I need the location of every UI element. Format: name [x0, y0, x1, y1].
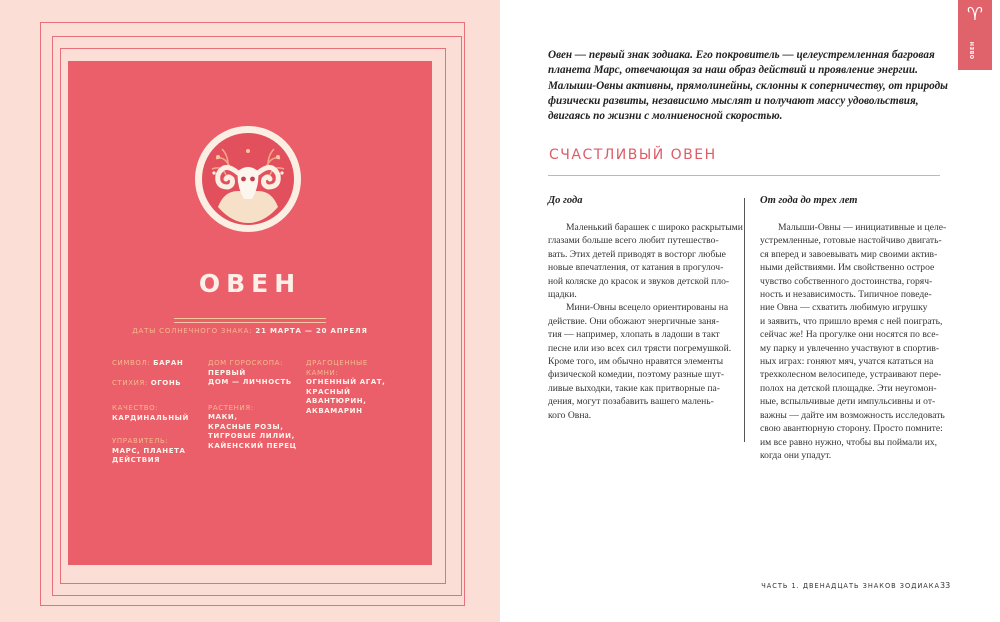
text-line: физической комедии, поэтому разные шут- — [548, 369, 725, 381]
aries-glyph-icon: ♈ — [966, 4, 984, 25]
column-body — [760, 221, 947, 462]
intro-line: Малыши-Овны активны, прямолинейны, склонны к соперничеству, от природы — [548, 79, 948, 92]
fact-plants — [208, 404, 304, 452]
intro-paragraph — [548, 48, 948, 124]
fact-value: ОГНЕННЫЙ АГАТ, КРАСНЫЙ АВАНТЮРИН, АКВАМАРИН — [306, 378, 386, 415]
fact-house — [208, 359, 304, 388]
intro-line: двигаясь по жизни с молниеносной скоростью. — [548, 110, 783, 123]
fact-symbol — [112, 359, 204, 369]
column-divider — [744, 198, 745, 442]
fact-label: СИМВОЛ: — [112, 359, 151, 367]
text-line: му парку и увлеченно участвуют в спортив- — [760, 342, 940, 354]
dates-value: 21 МАРТА — 20 АПРЕЛЯ — [255, 327, 368, 335]
text-line: песне или изо всех сил трясти погремушкой. — [548, 342, 732, 354]
column-under-one — [548, 195, 743, 422]
right-page — [500, 0, 1000, 622]
text-line: Маленький барашек с широко раскрытыми — [566, 222, 743, 233]
text-line: Кроме того, им обычно нравятся элементы — [548, 356, 724, 368]
fact-value: МАРС, ПЛАНЕТА ДЕЙСТВИЯ — [112, 446, 186, 464]
aries-tab — [958, 0, 992, 70]
fact-gemstones — [306, 359, 402, 416]
facts-column-3 — [306, 359, 402, 426]
section-title: СЧАСТЛИВЫЙ ОВЕН — [549, 147, 717, 163]
facts-column-2 — [208, 359, 304, 461]
text-line: ся вперед и завоевывать мир своими актив- — [760, 248, 938, 260]
fact-label: ДРАГОЦЕННЫЕ КАМНИ: — [306, 359, 368, 377]
text-line: трехколесном велосипеде, устраивают пере- — [760, 369, 942, 381]
text-line: ными действиями. Им свойственно острое — [760, 262, 935, 274]
fact-value: БАРАН — [153, 359, 184, 367]
text-line: ные, вспыльчивые дети импульсивны и от- — [760, 396, 936, 408]
text-line: ность и независимость. Типичное поведе- — [760, 289, 932, 301]
fact-value: ОГОНЬ — [150, 378, 182, 387]
ram-skull-medallion — [194, 125, 302, 233]
title-rule-top — [174, 318, 326, 319]
column-body — [548, 221, 743, 422]
column-heading: До года — [548, 195, 583, 206]
intro-line: Овен — первый знак зодиака. Его покровитель — целеустремленная багровая — [548, 49, 935, 61]
intro-line: планета Марс, отвечающая за наш образ действий и проявление энергии. — [548, 64, 918, 77]
text-line: сейчас же! На прогулке они носятся по все- — [760, 329, 939, 341]
text-line: новые впечатления, от катания в прогулоч- — [548, 262, 724, 274]
text-line: ной коляске до красок и звуков детской пло- — [548, 275, 730, 287]
text-line: и заявить, что пришло время с ней поиграть, — [760, 315, 943, 327]
fact-value: КАРДИНАЛЬНЫЙ — [112, 413, 189, 422]
fact-label: УПРАВИТЕЛЬ: — [112, 437, 169, 445]
text-line: щадки. — [548, 289, 577, 301]
text-line: вать. Этих детей приводят в восторг любые — [548, 248, 726, 260]
running-footer: ЧАСТЬ 1. ДВЕНАДЦАТЬ ЗНАКОВ ЗОДИАКА — [761, 582, 940, 590]
title-rule-bottom — [174, 322, 326, 323]
column-one-to-three — [760, 195, 947, 462]
text-line: ливые выходки, такие как притворные па- — [548, 382, 720, 394]
fact-value: ПЕРВЫЙ ДОМ — ЛИЧНОСТЬ — [208, 368, 292, 386]
text-line: ние Овна — схватить любимую игрушку — [760, 302, 928, 314]
fact-value: МАКИ, КРАСНЫЕ РОЗЫ, ТИГРОВЫЕ ЛИЛИИ, КАЙЕНСКИЙ ПЕРЕЦ — [208, 413, 297, 450]
text-line: кого Овна. — [548, 409, 592, 421]
text-line: действие. Они обожают энергичные заня- — [548, 315, 720, 327]
section-rule — [548, 175, 940, 176]
text-line: полох на детской площадке. Эти неугомон- — [760, 382, 937, 394]
text-line: дения, могут позабавить вашего малень- — [548, 396, 714, 408]
text-line: Мини-Овны всецело ориентированы на — [566, 302, 729, 314]
text-line: свою авантюрную сторону. Просто помните: — [760, 423, 943, 435]
dates-label: ДАТЫ СОЛНЕЧНОГО ЗНАКА: — [132, 327, 253, 335]
fact-element — [112, 379, 204, 389]
page-title: ОВЕН — [198, 269, 302, 298]
fact-label: КАЧЕСТВО: — [112, 404, 159, 412]
text-line: Малыши-Овны — инициативные и целе- — [778, 222, 947, 233]
fact-quality — [112, 404, 204, 423]
intro-line: физически развиты, независимо мыслят и получают массу удовольствия, — [548, 94, 919, 107]
fact-ruler — [112, 437, 204, 466]
text-line: когда они упадут. — [760, 449, 832, 461]
text-line: важны — дайте им возможность исследовать — [760, 409, 945, 421]
text-line: им все равно нужно, чтобы вы поймали их, — [760, 436, 938, 448]
facts-column-1 — [112, 359, 204, 476]
sun-sign-dates — [68, 327, 432, 335]
text-line: глазами больше всего любит путешество- — [548, 235, 719, 247]
fact-label: СТИХИЯ: — [112, 378, 148, 387]
text-line: устремленные, готовые настойчиво двигать- — [760, 235, 942, 247]
fact-label: ДОМ ГОРОСКОПА: — [208, 359, 283, 367]
zodiac-card — [68, 61, 432, 565]
page-number: 33 — [940, 581, 951, 590]
tab-label: ОВЕН — [970, 41, 976, 59]
column-heading: От года до трех лет — [760, 195, 858, 206]
fact-label: РАСТЕНИЯ: — [208, 403, 254, 412]
text-line: ных играх: гоняют мяч, учатся кататься на — [760, 356, 934, 368]
text-line: тия — например, хлопать в ладоши в такт — [548, 329, 720, 341]
text-line: чувство собственного достоинства, горяч- — [760, 275, 933, 287]
